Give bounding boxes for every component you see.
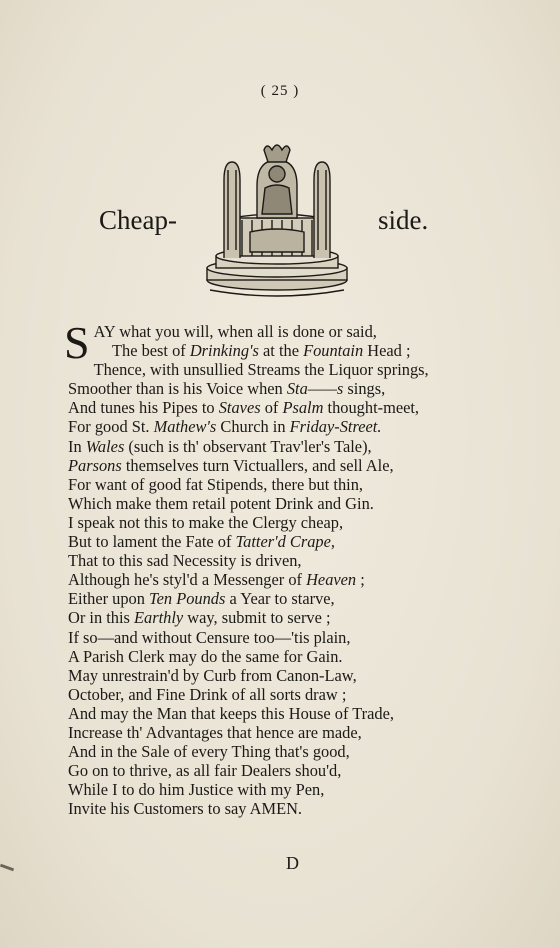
poem-line: For good St. Mathew's Church in Friday-Street.: [68, 417, 382, 437]
poem-line: For want of good fat Stipends, there but thin,: [68, 474, 363, 494]
heading-left: Cheap-: [99, 205, 177, 235]
poem-line: Smoother than is his Voice when Sta——s sings,: [68, 379, 386, 399]
poem-line: Parsons themselves turn Victuallers, and sell Ale,: [68, 455, 394, 475]
poem-line: Or in this Earthly way, submit to serve ;: [68, 608, 331, 628]
poem-line: If so—and without Censure too—'tis plain,: [68, 627, 351, 647]
poem-line: May unrestrain'd by Curb from Canon-Law,: [68, 665, 357, 685]
poem-line: Increase th' Advantages that hence are made,: [68, 722, 362, 742]
poem-line: While I to do him Justice with my Pen,: [68, 780, 325, 800]
poem-line: And tunes his Pipes to Staves of Psalm thought-meet,: [68, 398, 420, 418]
poem-line: Either upon Ten Pounds a Year to starve,: [68, 589, 335, 609]
poem-line: And in the Sale of every Thing that's good,: [68, 742, 350, 762]
margin-mark: [0, 864, 14, 872]
poem-line: The best of Drinking's at the Fountain Head ;: [112, 341, 411, 361]
heading-right: side.: [378, 205, 429, 235]
signature-mark: D: [286, 853, 299, 873]
drop-cap: S: [64, 317, 90, 368]
poem-line: October, and Fine Drink of all sorts draw ;: [68, 684, 347, 704]
poem-line: Go on to thrive, as all fair Dealers shou'd,: [68, 761, 342, 781]
fountain-illustration: [202, 140, 352, 300]
poem-line: And may the Man that keeps this House of Trade,: [68, 703, 394, 723]
poem-line: SAY what you will, when all is done or said,: [64, 317, 377, 368]
poem-line: Although he's styl'd a Messenger of Heaven ;: [68, 570, 365, 590]
poem-line: But to lament the Fate of Tatter'd Crape,: [68, 532, 335, 552]
poem-line: A Parish Clerk may do the same for Gain.: [68, 646, 343, 666]
poem-line: Which make them retail potent Drink and Gin.: [68, 493, 374, 513]
poem-line: Invite his Customers to say AMEN.: [68, 799, 303, 819]
page-number: ( 25 ): [260, 83, 300, 99]
poem-line: That to this sad Necessity is driven,: [68, 551, 302, 571]
poem-line: I speak not this to make the Clergy cheap,: [68, 512, 344, 532]
poem: [64, 317, 528, 819]
poem-line: In Wales (such is th' observant Trav'ler's Tale),: [68, 436, 372, 456]
poem-line: Thence, with unsullied Streams the Liquor springs,: [93, 360, 429, 380]
